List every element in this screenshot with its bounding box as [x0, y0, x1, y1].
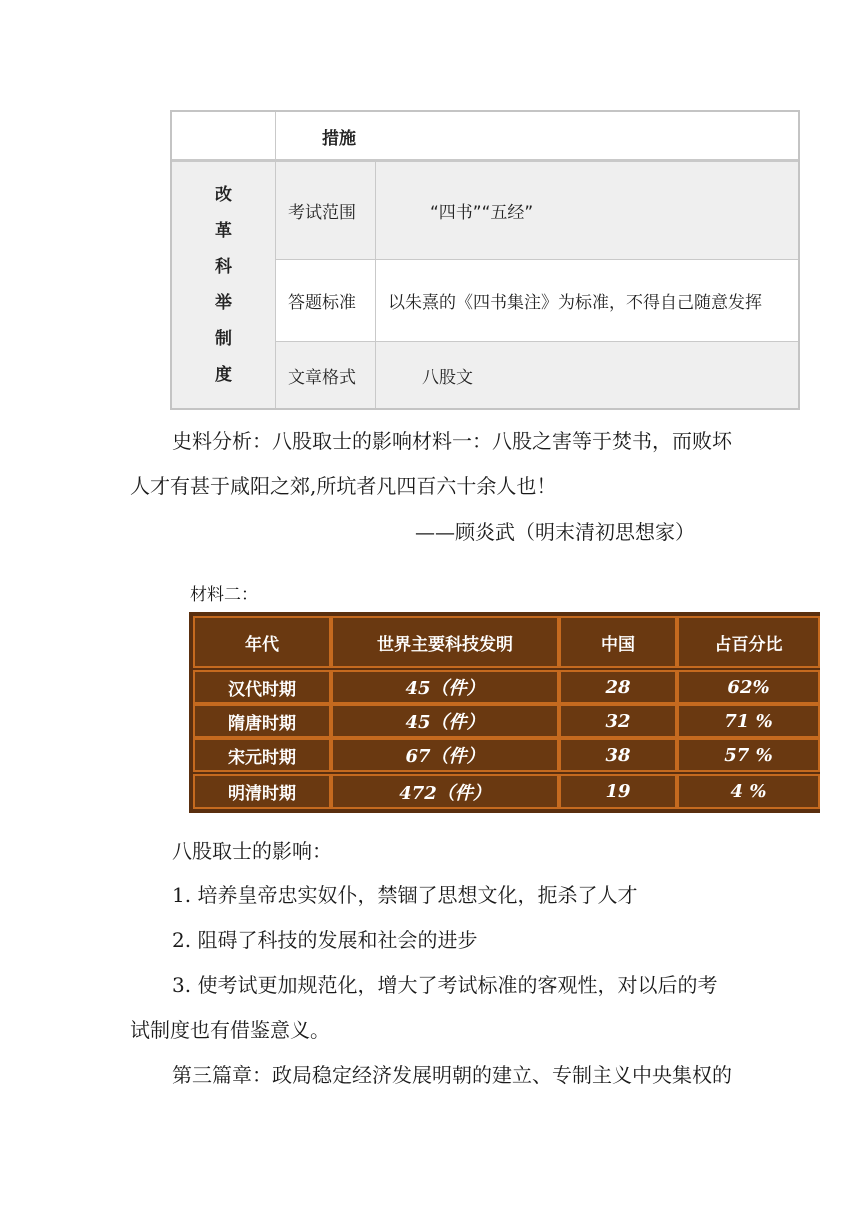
table-cell-percentage: 71 %	[677, 704, 820, 738]
column-header-percentage: 占百分比	[677, 616, 820, 668]
material-one-attribution: ——顾炎武（明末清初思想家）	[415, 520, 695, 544]
table-cell-china-count: 32	[559, 704, 677, 738]
material-one-line-2: 人才有甚于咸阳之郊,所坑者凡四百六十余人也！	[130, 474, 557, 498]
influence-item-3-line-2: 试制度也有借鉴意义。	[130, 1018, 330, 1042]
side-label-char: 举	[215, 293, 232, 313]
table-cell-world-count: 45（件）	[331, 704, 559, 738]
row-value-answer-standard: 以朱熹的《四书集注》为标准，不得自己随意发挥	[376, 260, 798, 342]
row-key-answer-standard: 答题标准	[276, 260, 376, 342]
influence-heading: 八股取士的影响：	[172, 839, 332, 863]
side-label-reform-exam-system	[172, 162, 276, 408]
table-cell-world-count: 472（件）	[331, 774, 559, 809]
table-header-blank	[172, 112, 276, 160]
material-one-line-1: 史料分析：八股取士的影响材料一：八股之害等于焚书，而败坏	[172, 429, 732, 453]
table-cell-china-count: 28	[559, 670, 677, 704]
side-label-char: 改	[215, 185, 232, 205]
table-cell-percentage: 57 %	[677, 738, 820, 772]
side-label-char: 制	[215, 329, 232, 349]
table-cell-era: 汉代时期	[193, 670, 331, 704]
table-cell-world-count: 45（件）	[331, 670, 559, 704]
table-cell-china-count: 38	[559, 738, 677, 772]
table-cell-era: 隋唐时期	[193, 704, 331, 738]
side-label-char: 革	[215, 221, 232, 241]
material-two-label: 材料二：	[190, 585, 258, 605]
tech-inventions-table	[189, 612, 820, 813]
chapter-heading-line: 第三篇章：政局稳定经济发展明朝的建立、专制主义中央集权的	[172, 1063, 732, 1087]
column-header-era: 年代	[193, 616, 331, 668]
row-key-essay-format: 文章格式	[276, 342, 376, 408]
column-header-world-inventions: 世界主要科技发明	[331, 616, 559, 668]
influence-item-1: 1. 培养皇帝忠实奴仆，禁锢了思想文化，扼杀了人才	[172, 883, 638, 907]
side-label-char: 科	[215, 257, 232, 277]
row-value-essay-format: 八股文	[376, 342, 798, 408]
influence-item-2: 2. 阻碍了科技的发展和社会的进步	[172, 928, 478, 952]
side-label-char: 度	[215, 365, 232, 385]
table-header-measures: 措施	[322, 128, 356, 149]
table-cell-percentage: 62%	[677, 670, 820, 704]
table-cell-era: 宋元时期	[193, 738, 331, 772]
reform-measures-table	[170, 110, 800, 410]
column-header-china: 中国	[559, 616, 677, 668]
row-value-exam-scope: “四书”“五经”	[376, 162, 798, 260]
row-key-exam-scope: 考试范围	[276, 162, 376, 260]
table-cell-world-count: 67（件）	[331, 738, 559, 772]
table-cell-percentage: 4 %	[677, 774, 820, 809]
table-cell-china-count: 19	[559, 774, 677, 809]
table-cell-era: 明清时期	[193, 774, 331, 809]
influence-item-3-line-1: 3. 使考试更加规范化，增大了考试标准的客观性，对以后的考	[172, 973, 718, 997]
